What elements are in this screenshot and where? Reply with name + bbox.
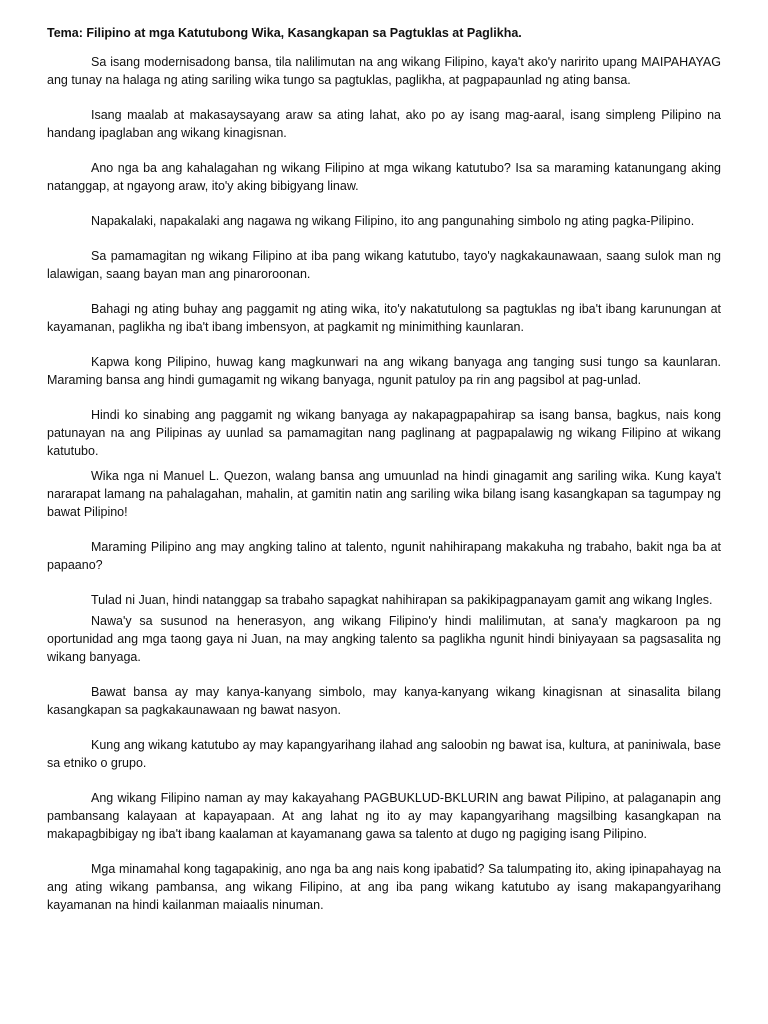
- paragraph-12: Nawa'y sa susunod na henerasyon, ang wikang Filipino'y hindi malilimutan, at sana'y magkaroon pa ng oportunidad ang mga taong gaya ni Juan, na may angking talento sa paglikha ngunit hindi biniyayaan sa pagsasalita ng wikang banyaga.: [47, 614, 721, 664]
- document-page: [47, 24, 721, 914]
- paragraph-7: Kapwa kong Pilipino, huwag kang magkunwari na ang wikang banyaga ang tanging susi tungo sa kaunlaran. Maraming bansa ang hindi gumagamit ng wikang banyaga, ngunit patuloy pa rin ang pagsibol at pag-unlad.: [47, 355, 721, 387]
- paragraph-15: Ang wikang Filipino naman ay may kakayahang PAGBUKLUD-BKLURIN ang bawat Pilipino, at palaganapin ang pambansang kalayaan at kapayapaan. At ang lahat ng ito ay may kapangyarihang magsilbing kasangkapan na makapagbibigay ng iba't ibang kaalaman at kayamanang gawa sa talento at dugo ng pagiging isang Pilipino.: [47, 791, 721, 841]
- paragraph-11: Tulad ni Juan, hindi natanggap sa trabaho sapagkat nahihirapan sa pakikipagpanayam gamit ang wikang Ingles.: [91, 593, 713, 607]
- paragraph-9: Wika nga ni Manuel L. Quezon, walang bansa ang umuunlad na hindi ginagamit ang sariling wika. Kung kaya't nararapat lamang na pahalagahan, mahalin, at gamitin natin ang sariling wika bilang isang kasangkapan sa tagumpay ng bawat Pilipino!: [47, 469, 721, 519]
- paragraph-8: Hindi ko sinabing ang paggamit ng wikang banyaga ay nakapagpapahirap sa isang bansa, bagkus, nais kong patunayan na ang Pilipinas ay uunlad sa pamamagitan nang paglinang at pagpapalawig ng wikang Filipino at wikang katutubo.: [47, 408, 721, 458]
- paragraph-10: Maraming Pilipino ang may angking talino at talento, ngunit nahihirapang makakuha ng trabaho, bakit nga ba at papaano?: [47, 540, 721, 572]
- paragraph-16: Mga minamahal kong tagapakinig, ano nga ba ang nais kong ipabatid? Sa talumpating ito, aking ipinapahayag na ang ating wikang pambansa, ang wikang Filipino, at ang iba pang wikang katutubo ay isang makapangyarihang kayamanan na hindi kailanman maiaalis ninuman.: [47, 862, 721, 912]
- paragraph-6: Bahagi ng ating buhay ang paggamit ng ating wika, ito'y nakatutulong sa pagtuklas ng iba't ibang karunungan at kayamanan, paglikha ng iba't ibang imbensyon, at pagkamit ng minimithing kaunlaran.: [47, 302, 721, 334]
- paragraph-1: Sa isang modernisadong bansa, tila nalilimutan na ang wikang Filipino, kaya't ako'y naririto upang MAIPAHAYAG ang tunay na halaga ng ating sariling wika tungo sa pagtuklas, paglikha, at pagpapaunlad ng ating bansa.: [47, 55, 721, 87]
- paragraph-13: Bawat bansa ay may kanya-kanyang simbolo, may kanya-kanyang wikang kinagisnan at sinasalita bilang kasangkapan sa pagkakaunawaan ng bawat nasyon.: [47, 685, 721, 717]
- paragraph-14: Kung ang wikang katutubo ay may kapangyarihang ilahad ang saloobin ng bawat isa, kultura, at paniniwala, base sa etniko o grupo.: [47, 738, 721, 770]
- paragraph-3: Ano nga ba ang kahalagahan ng wikang Filipino at mga wikang katutubo? Isa sa maraming katanungang aking natanggap, at ngayong araw, ito'y aking bibigyang linaw.: [47, 161, 721, 193]
- document-title: Tema: Filipino at mga Katutubong Wika, Kasangkapan sa Pagtuklas at Paglikha.: [47, 26, 522, 40]
- paragraph-2: Isang maalab at makasaysayang araw sa ating lahat, ako po ay isang mag-aaral, isang simpleng Pilipino na handang ipaglaban ang wikang kinagisnan.: [47, 108, 721, 140]
- paragraph-5: Sa pamamagitan ng wikang Filipino at iba pang wikang katutubo, tayo'y nagkakaunawaan, saang sulok man ng lalawigan, saang bayan man ang pinaroroonan.: [47, 249, 721, 281]
- paragraph-4: Napakalaki, napakalaki ang nagawa ng wikang Filipino, ito ang pangunahing simbolo ng ating pagka-Pilipino.: [91, 214, 695, 228]
